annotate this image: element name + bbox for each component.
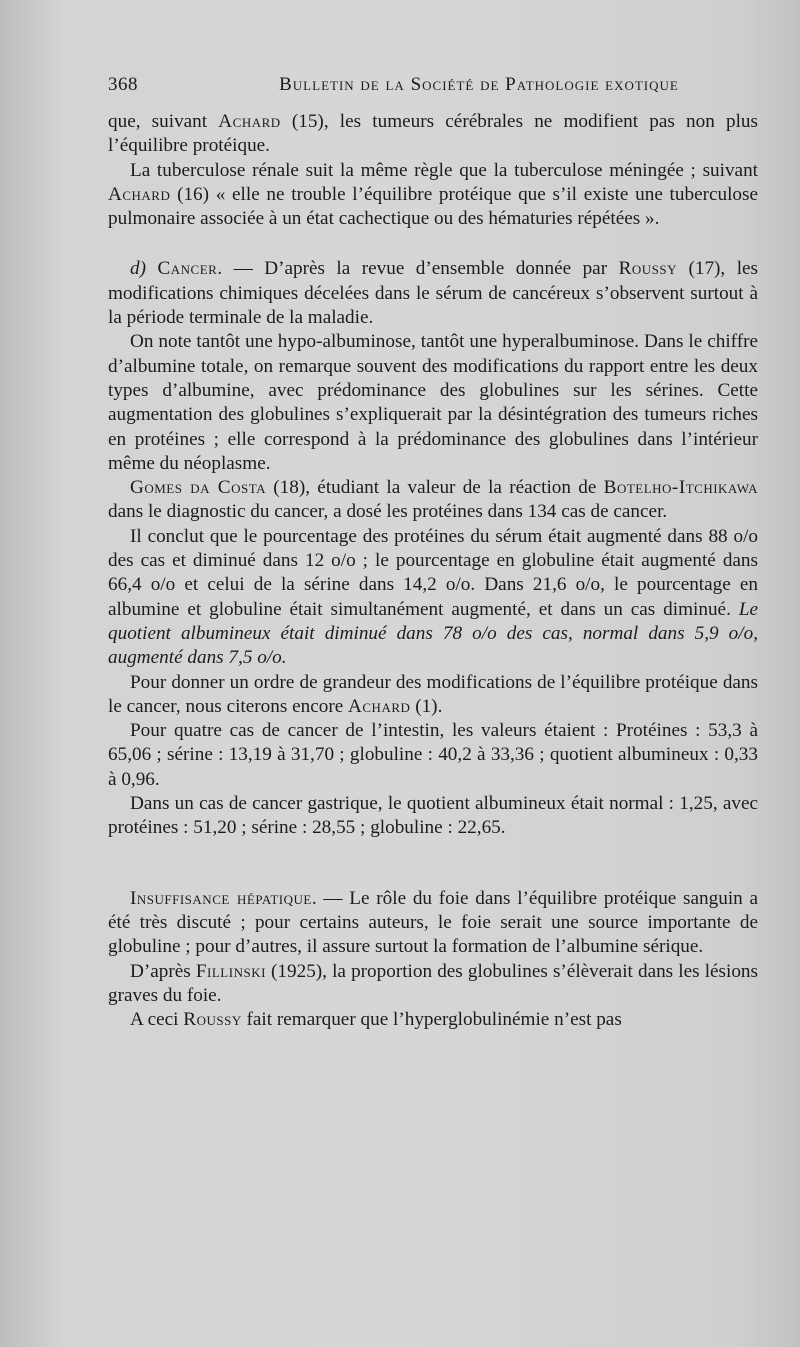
page-number: 368 [108, 74, 138, 95]
paragraph-cancer [108, 257, 758, 330]
text-run: (17), les modifications chimiques décelées dans le sérum de cancéreux s’observent surtout à la période terminale de la maladie. [108, 258, 759, 329]
section-heading: Cancer [157, 258, 218, 280]
paragraph-1 [108, 110, 758, 159]
text-run: La tuberculose rénale suit la même règle que la tuberculose méningée ; suivant [130, 159, 758, 181]
paragraph-8: Pour quatre cas de cancer de l’intestin, les valeurs étaient : Protéines : 53,3 à 65,06 ; sérine : 13,19 à 31,70 ; globuline : 40,2 à 33,36 ; quotient albumineux : 0,33 à 0,96. [108, 720, 758, 790]
text-run: Pour donner un ordre de grandeur des modifications de l’équilibre protéique dans le cancer, nous citerons encore [108, 671, 758, 717]
text-run: (15), les tumeurs cérébrales ne modifient pas non plus l’équilibre protéique. [108, 111, 758, 157]
text-run: . — D’après la revue d’ensemble donnée par [217, 258, 619, 280]
author-name: Achard [348, 695, 411, 717]
text-run: D’après [130, 960, 196, 982]
page-header [108, 74, 758, 96]
author-name: Achard [218, 111, 281, 132]
paragraph-7 [108, 671, 758, 720]
text-run: (1925), la proportion des globulines s’élèverait dans les lésions graves du foie. [108, 960, 758, 1006]
text-run: (1). [410, 695, 443, 717]
paragraph-9: Dans un cas de cancer gastrique, le quotient albumineux était normal : 1,25, avec protéines : 51,20 ; sérine : 28,55 ; globuline : 22,65. [108, 793, 758, 839]
text-run: que, suivant [108, 111, 219, 132]
author-name: Botelho-Itchikawa [603, 477, 758, 499]
text-run: (16) « elle ne trouble l’équilibre protéique que s’il existe une tuberculose pulmonaire associée à un état cachectique ou des hématuries répétées ». [108, 183, 758, 230]
author-name: Achard [108, 183, 171, 205]
paragraph-5 [108, 476, 758, 525]
text-run: . — Le rôle du foie dans l’équilibre protéique sanguin a été très discuté ; pour certains auteurs, le foie serait une source importante de globuline ; pour d’autres, il assure surtout la formation de l’albumine sérique. [108, 887, 758, 958]
paragraph-liver [108, 887, 758, 960]
paragraph-12 [108, 1008, 758, 1032]
text-run: A ceci [130, 1009, 184, 1031]
paragraph-4: On note tantôt une hypo-albuminose, tantôt une hyperalbuminose. Dans le chiffre d’albumine totale, on remarque souvent des modifications du rapport entre les deux types d’albumine, avec prédominance des globulines sur les sérines. Cette augmentation des globulines s’expliquerait par la désintégration des tumeurs riches en protéines ; elle correspond à la prédominance des globulines dans l’intérieur même du néoplasme. [108, 331, 758, 474]
paragraph-11 [108, 960, 758, 1009]
text-run: fait remarquer que l’hyperglobulinémie n’est pas [241, 1009, 622, 1031]
author-name: Roussy [183, 1009, 242, 1031]
italic-conclusion: Le quotient albumineux était diminué dans 78 o/o des cas, normal dans 5,9 o/o, augmenté dans 7,5 o/o. [108, 598, 758, 669]
text-run: Il conclut que le pourcentage des protéines du sérum était augmenté dans 88 o/o des cas et diminué dans 12 o/o ; le pourcentage en globuline était augmenté dans 66,4 o/o et celui de la sérine dans 14,2 o/o. Dans 21,6 o/o, le pourcentage en albumine et globuline était simultanément augmenté, et dans un cas diminué. [108, 525, 758, 620]
text-run: (18), étudiant la valeur de la réaction de [266, 477, 604, 499]
author-name: Gomes da Costa [130, 477, 266, 499]
author-name: Fillinski [195, 960, 266, 982]
text-run: dans le diagnostic du cancer, a dosé les protéines dans 134 cas de cancer. [108, 501, 668, 523]
paragraph-6 [108, 525, 758, 671]
body-text [108, 110, 758, 1032]
author-name: Roussy [618, 258, 677, 280]
section-label: d) [130, 258, 158, 280]
paragraph-2 [108, 159, 758, 232]
section-heading: Insuffisance hépatique [130, 887, 312, 909]
running-title: Bulletin de la Société de Pathologie exotique [279, 74, 679, 95]
